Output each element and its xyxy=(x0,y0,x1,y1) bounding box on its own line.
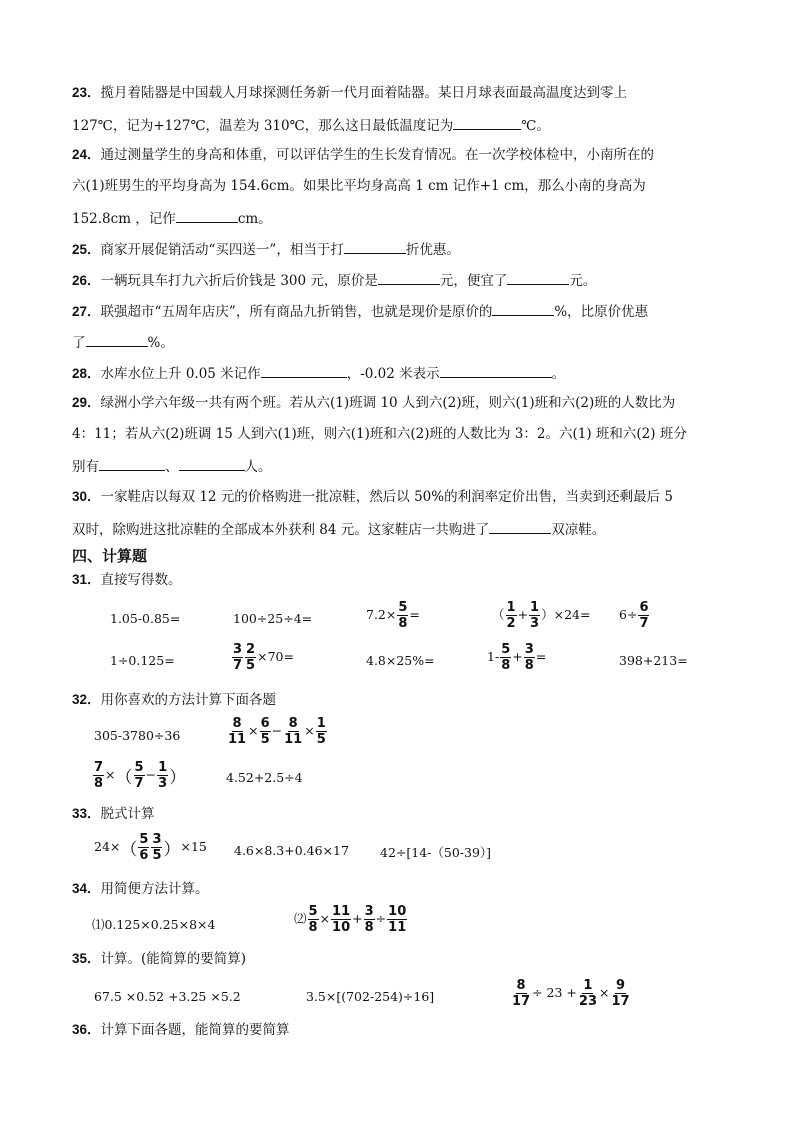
question-31-title: 31．直接写得数。 xyxy=(72,572,182,588)
fraction: $\frac{7}{8}$ xyxy=(94,760,104,791)
question-23-line-2: 127℃，记为+127℃，温差为 310℃，那么这日最低温度记为 ℃。 xyxy=(72,115,550,135)
answer-blank[interactable] xyxy=(99,456,165,471)
question-26: 26．一辆玩具车打九六折后价钱是 300 元，原价是 元，便宜了 元。 xyxy=(72,270,596,290)
fraction: $\frac{3}{7}$ xyxy=(233,642,243,673)
answer-blank[interactable] xyxy=(86,332,148,347)
question-33-title: 33．脱式计算 xyxy=(72,806,155,822)
question-27-line-1: 27．联强超市“五周年店庆”，所有商品九折销售，也就是现价是原价的 %，比原价优惠 xyxy=(72,301,648,321)
expression: 398+213= xyxy=(619,653,688,668)
fraction: $\frac{8}{11}$ xyxy=(284,716,303,747)
fraction: $\frac{6}{5}$ xyxy=(260,716,270,747)
fraction: $\frac{11}{10}$ xyxy=(332,904,351,935)
fraction: $\frac{3}{8}$ xyxy=(524,642,534,673)
expression: 4.8×25%= xyxy=(366,653,435,668)
answer-blank[interactable] xyxy=(492,301,554,316)
fraction: $\frac{6}{7}$ xyxy=(639,600,649,631)
answer-blank[interactable] xyxy=(489,519,551,534)
question-24-line-2: 六(1)班男生的平均身高为 154.6cm。如果比平均身高高 1 cm 记作+1 cm，那么小南的身高为 xyxy=(72,178,646,194)
expression: $\frac{8}{17}$ ÷ 23 + $\frac{1}{23}$ × $\frac{9}{17}$ xyxy=(512,978,630,1009)
fraction: $\frac{1}{23}$ xyxy=(578,978,597,1009)
expression: 1÷0.125= xyxy=(110,653,175,668)
fraction: $\frac{5}{8}$ xyxy=(501,642,511,673)
section-heading: 四、计算题 xyxy=(72,547,148,565)
expression: 1- $\frac{5}{8}$ + $\frac{3}{8}$ = xyxy=(487,642,547,673)
expression: 67.5 ×0.52 +3.25 ×5.2 xyxy=(94,989,241,1004)
expression: ⑵ $\frac{5}{8}$ × $\frac{11}{10}$ + $\frac{3}{8}$ ÷ $\frac{10}{11}$ xyxy=(294,904,407,935)
answer-blank[interactable] xyxy=(344,239,406,254)
fraction: $\frac{8}{17}$ xyxy=(512,978,531,1009)
expression: 24×（ $\frac{5}{6}$ $\frac{3}{5}$ ）×15 xyxy=(94,832,207,863)
answer-blank[interactable] xyxy=(453,115,521,130)
answer-blank[interactable] xyxy=(176,208,238,223)
expression: 3.5×[(702-254)÷16] xyxy=(306,989,435,1004)
fraction: $\frac{10}{11}$ xyxy=(388,904,407,935)
question-24-line-1: 24．通过测量学生的身高和体重，可以评估学生的生长发育情况。在一次学校体检中，小南所在的 xyxy=(72,147,655,163)
question-28: 28．水库水位上升 0.05 米记作 ，-0.02 米表示 。 xyxy=(72,363,565,383)
question-32-title: 32．用你喜欢的方法计算下面各题 xyxy=(72,692,277,708)
expression: $\frac{7}{8}$ ×（ $\frac{5}{7}$ − $\frac{1}{3}$ ） xyxy=(94,760,187,791)
answer-blank[interactable] xyxy=(440,363,552,378)
fraction: $\frac{1}{3}$ xyxy=(158,760,168,791)
question-29-line-1: 29．绿洲小学六年级一共有两个班。若从六(1)班调 10 人到六(2)班，则六(1)班和六(2)班的人数比为 xyxy=(72,395,676,411)
question-24-line-3: 152.8cm ，记作 cm。 xyxy=(72,208,272,228)
expression: （ $\frac{1}{2}$ + $\frac{1}{3}$ ）×24= xyxy=(492,600,591,631)
fraction: $\frac{2}{5}$ xyxy=(246,642,256,673)
question-27-line-2: 了 %。 xyxy=(72,332,174,352)
fraction: $\frac{5}{8}$ xyxy=(308,904,318,935)
expression: $\frac{8}{11}$ × $\frac{6}{5}$ − $\frac{8}{11}$ × $\frac{1}{5}$ xyxy=(228,716,326,747)
expression: 305-3780÷36 xyxy=(94,728,181,743)
answer-blank[interactable] xyxy=(179,456,245,471)
question-35-title: 35．计算。(能简算的要简算) xyxy=(72,951,247,967)
fraction: $\frac{1}{5}$ xyxy=(316,716,326,747)
expression: ⑴0.125×0.25×8×4 xyxy=(92,917,216,932)
question-34-title: 34．用简便方法计算。 xyxy=(72,881,209,897)
expression: 100÷25÷4= xyxy=(233,611,313,626)
expression: 7.2× $\frac{5}{8}$ = xyxy=(366,600,420,631)
expression: 4.52+2.5÷4 xyxy=(226,770,303,785)
question-29-line-2: 4：11；若从六(2)班调 15 人到六(1)班，则六(1)班和六(2)班的人数比为 3：2。六(1) 班和六(2) 班分 xyxy=(72,426,687,442)
fraction: $\frac{5}{8}$ xyxy=(398,600,408,631)
fraction: $\frac{9}{17}$ xyxy=(611,978,630,1009)
fraction: $\frac{1}{3}$ xyxy=(530,600,540,631)
expression: $\frac{3}{7}$ $\frac{2}{5}$ ×70= xyxy=(233,642,294,673)
fraction: $\frac{5}{7}$ xyxy=(134,760,144,791)
expression: 4.6×8.3+0.46×17 xyxy=(234,843,349,858)
answer-blank[interactable] xyxy=(261,363,347,378)
fraction: $\frac{3}{8}$ xyxy=(364,904,374,935)
question-25: 25．商家开展促销活动“买四送一”，相当于打 折优惠。 xyxy=(72,239,460,259)
fraction: $\frac{1}{2}$ xyxy=(506,600,516,631)
answer-blank[interactable] xyxy=(507,270,569,285)
fraction: $\frac{3}{5}$ xyxy=(152,832,162,863)
fraction: $\frac{5}{6}$ xyxy=(139,832,149,863)
question-30-line-2: 双时，除购进这批凉鞋的全部成本外获利 84 元。这家鞋店一共购进了 双凉鞋。 xyxy=(72,519,605,539)
expression: 1.05-0.85= xyxy=(110,611,181,626)
expression: 6÷ $\frac{6}{7}$ xyxy=(619,600,649,631)
question-23-line-1: 23．揽月着陆器是中国载人月球探测任务新一代月面着陆器。某日月球表面最高温度达到零上 xyxy=(72,85,628,101)
expression: 42÷[14-（50-39）] xyxy=(380,845,492,860)
question-29-line-3: 别有 、 人。 xyxy=(72,456,272,476)
question-30-line-1: 30．一家鞋店以每双 12 元的价格购进一批凉鞋，然后以 50%的利润率定价出售，当卖到还剩最后 5 xyxy=(72,489,673,505)
fraction: $\frac{8}{11}$ xyxy=(228,716,247,747)
question-36-title: 36．计算下面各题，能简算的要简算 xyxy=(72,1022,290,1038)
answer-blank[interactable] xyxy=(378,270,440,285)
